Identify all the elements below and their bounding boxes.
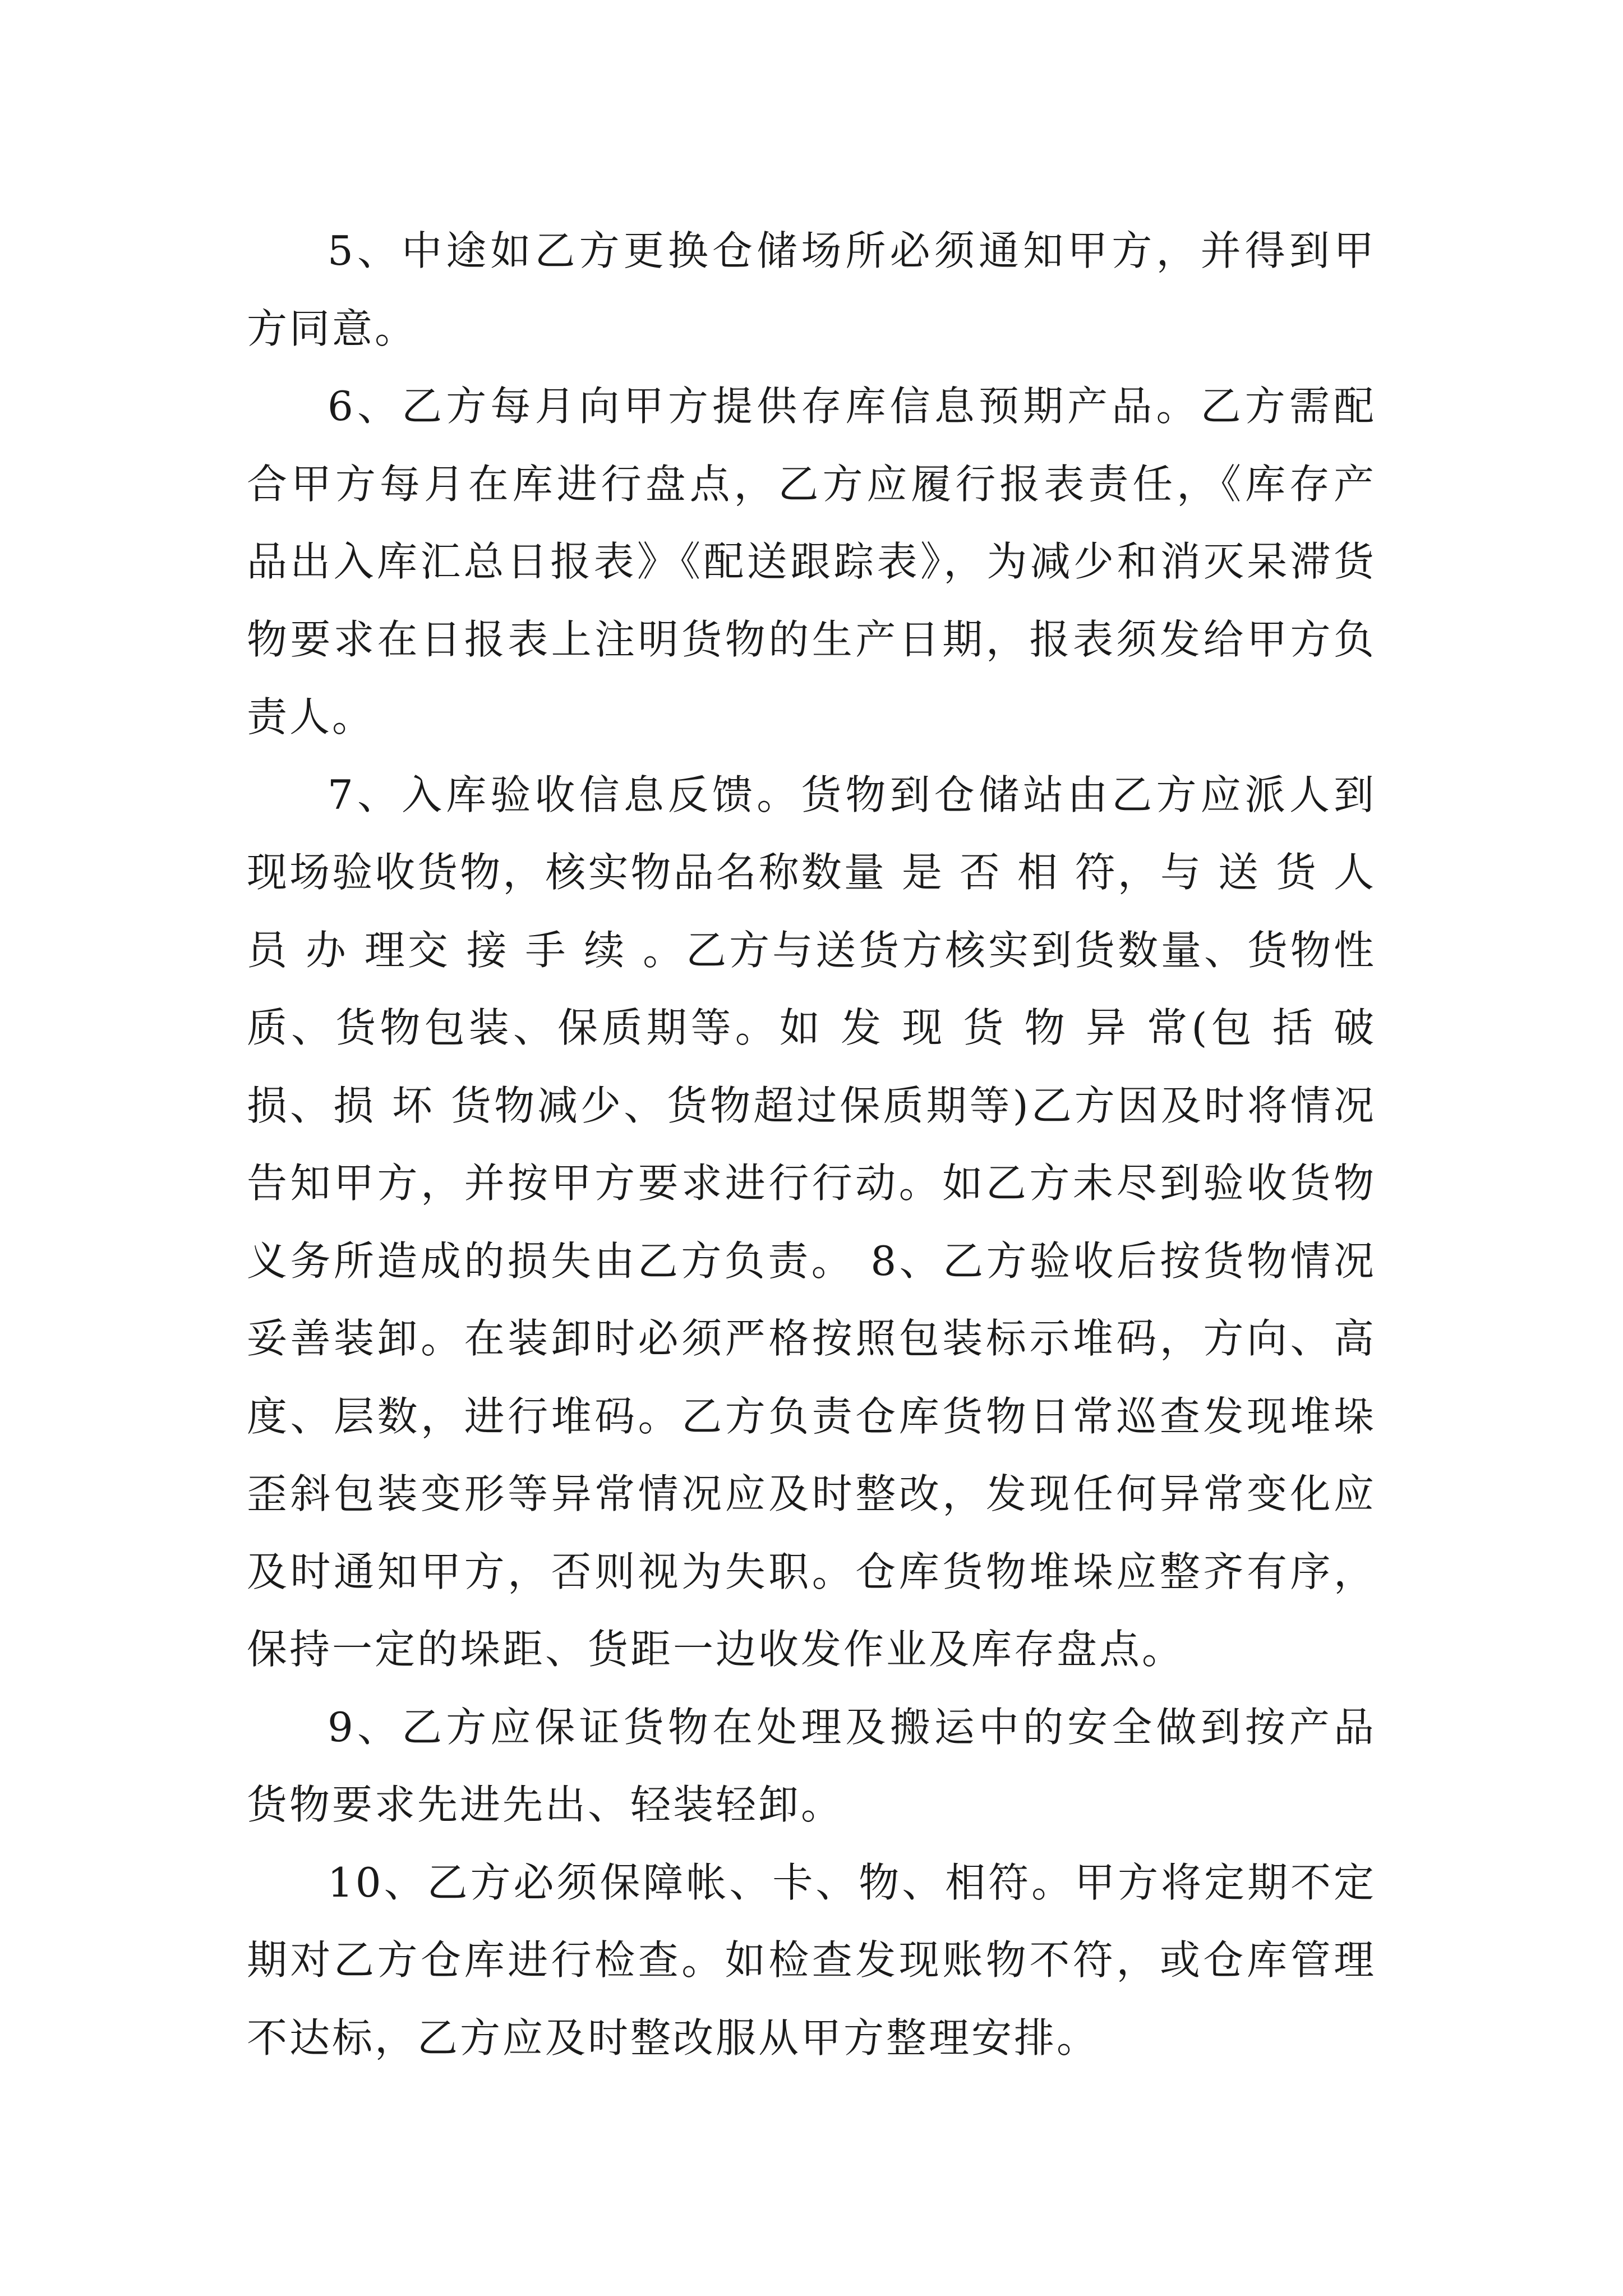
document-body xyxy=(247,212,1376,2077)
paragraph-clause-5: 5、中途如乙方更换仓储场所必须通知甲方，并得到甲方同意。 xyxy=(247,227,1376,352)
paragraph-clause-10: 10、乙方必须保障帐、卡、物、相符。甲方将定期不定期对乙方仓库进行检查。如检查发现账物不符，或仓库管理不达标，乙方应及时整改服从甲方整理安排。 xyxy=(247,1858,1376,2062)
paragraph-clause-7-8: 7、入库验收信息反馈。货物到仓储站由乙方应派人到现场验收货物，核实物品名称数量 是 否 相 符，与 送 货 人 员 办 理交 接 手 续 。乙方与送货方核实到货数量、货物性质、货物包装、保质期等。如 发 现 货 物 异 常(包 括 破 损、损 坏 货物减少、货物超过保质期等)乙方因及时将情况告知甲方，并按甲方要求进行行动。如乙方未尽到验收货物义务所造成的损失由乙方负责。 8、乙方验收后按货物情况妥善装卸。在装卸时必须严格按照包装标示堆码，方向、高度、层数，进行堆码。乙方负责仓库货物日常巡查发现堆垛歪斜包装变形等异常情况应及时整改，发现任何异常变化应及时通知甲方，否则视为失职。仓库货物堆垛应整齐有序，保持一定的垛距、货距一边收发作业及库存盘点。 xyxy=(247,771,1376,1673)
paragraph-clause-9: 9、乙方应保证货物在处理及搬运中的安全做到按产品货物要求先进先出、轻装轻卸。 xyxy=(247,1703,1376,1828)
paragraph-clause-6: 6、乙方每月向甲方提供存库信息预期产品。乙方需配合甲方每月在库进行盘点，乙方应履行报表责任，《库存产品出入库汇总日报表》《配送跟踪表》，为减少和消灭呆滞货物要求在日报表上注明货物的生产日期，报表须发给甲方负责人。 xyxy=(247,383,1376,740)
